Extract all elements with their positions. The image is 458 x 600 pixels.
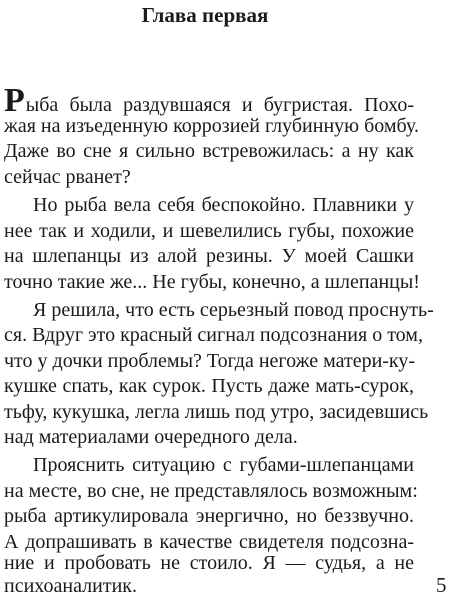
text-line: психоаналитик. [4, 575, 137, 597]
text-line: над материалами очередного дела. [4, 426, 298, 448]
text-line: точно такие же... Не губы, конечно, а шлепанцы! [4, 271, 420, 293]
text-line: что у дочки проблемы? Тогда негоже матери-ку- [4, 350, 416, 372]
text-line: кушке спать, как сурок. Пусть даже мать-сурок, [4, 375, 414, 397]
text-line: нее так и ходили, и шевелились губы, похожие [4, 220, 414, 242]
drop-cap: Р [4, 82, 25, 119]
text-line: Прояснить ситуацию с губами-шлепанцами [33, 454, 414, 476]
text-line: сейчас рванет? [4, 166, 131, 188]
text-line: Даже во сне я сильно встревожилась: а ну как [4, 140, 414, 162]
chapter-title: Глава первая [141, 3, 269, 27]
text-line: жая на изъеденную коррозией глубинную бомбу. [4, 115, 419, 137]
text-line: на шлепанцы из алой резины. У моей Сашки [4, 245, 414, 267]
text-line: Но рыба вела себя беспокойно. Плавники у [33, 194, 414, 216]
text-line: тьфу, кукушка, легла лишь под утро, засидевшись [4, 401, 429, 423]
text-line: на месте, во сне, не представлялось возможным: [4, 480, 418, 502]
text-line-content: ыба была раздувшаяся и бугристая. Похо- [25, 94, 414, 116]
text-line: ние и пробовать не стоило. Я — судья, а не [4, 552, 414, 574]
text-line: ся. Вдруг это красный сигнал подсознания о том, [4, 324, 423, 346]
text-line [4, 82, 414, 119]
text-line: рыба артикулировала энергично, но беззвучно. [4, 505, 414, 527]
page-number: 5 [436, 573, 447, 597]
text-line: Я решила, что есть серьезный повод проснуть- [33, 299, 434, 321]
text-line: А допрашивать в качестве свидетеля подсозна- [4, 531, 414, 553]
